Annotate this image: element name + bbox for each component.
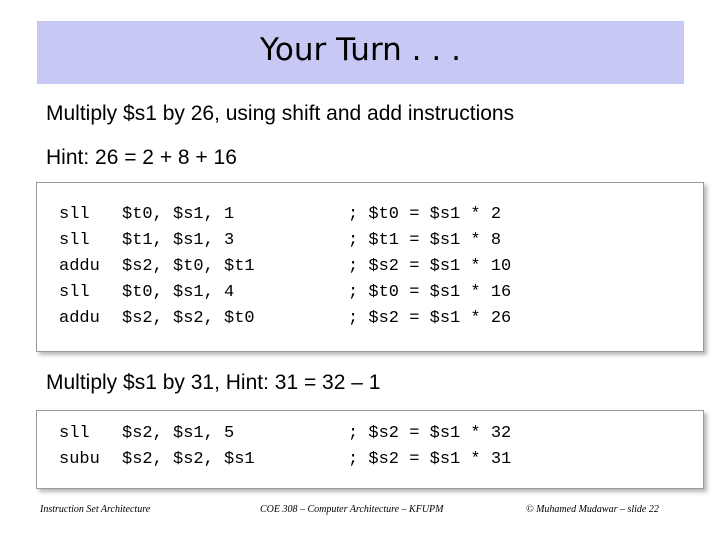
code-comment: ; $s2 = $s1 * 26 xyxy=(348,309,512,328)
code-args: $t1, $s1, 3 xyxy=(122,231,235,250)
code-args: $t0, $s1, 4 xyxy=(122,283,235,302)
code-box-1 xyxy=(36,182,704,352)
footer-left: Instruction Set Architecture xyxy=(40,504,151,515)
code-op: sll xyxy=(59,205,90,224)
code-args: $s2, $t0, $t1 xyxy=(122,257,255,276)
footer-center: COE 308 – Computer Architecture – KFUPM xyxy=(260,504,444,515)
code-op: subu xyxy=(59,450,100,469)
instruction-text-2: Multiply $s1 by 31, Hint: 31 = 32 – 1 xyxy=(46,371,381,394)
code-comment: ; $s2 = $s1 * 31 xyxy=(348,450,512,469)
footer-right: © Muhamed Mudawar – slide 22 xyxy=(526,504,659,515)
code-op: sll xyxy=(59,231,90,250)
code-comment: ; $s2 = $s1 * 32 xyxy=(348,424,512,443)
code-comment: ; $t0 = $s1 * 16 xyxy=(348,283,512,302)
slide-title: Your Turn . . . xyxy=(260,32,461,68)
code-op: addu xyxy=(59,257,100,276)
code-args: $t0, $s1, 1 xyxy=(122,205,235,224)
code-args: $s2, $s1, 5 xyxy=(122,424,235,443)
code-args: $s2, $s2, $s1 xyxy=(122,450,255,469)
code-op: addu xyxy=(59,309,100,328)
code-op: sll xyxy=(59,283,90,302)
code-comment: ; $t1 = $s1 * 8 xyxy=(348,231,502,250)
code-op: sll xyxy=(59,424,90,443)
hint-text-1: Hint: 26 = 2 + 8 + 16 xyxy=(46,146,237,169)
code-comment: ; $t0 = $s1 * 2 xyxy=(348,205,502,224)
code-box-2 xyxy=(36,410,704,489)
code-args: $s2, $s2, $t0 xyxy=(122,309,255,328)
instruction-text-1: Multiply $s1 by 26, using shift and add instructions xyxy=(46,102,515,125)
code-comment: ; $s2 = $s1 * 10 xyxy=(348,257,512,276)
